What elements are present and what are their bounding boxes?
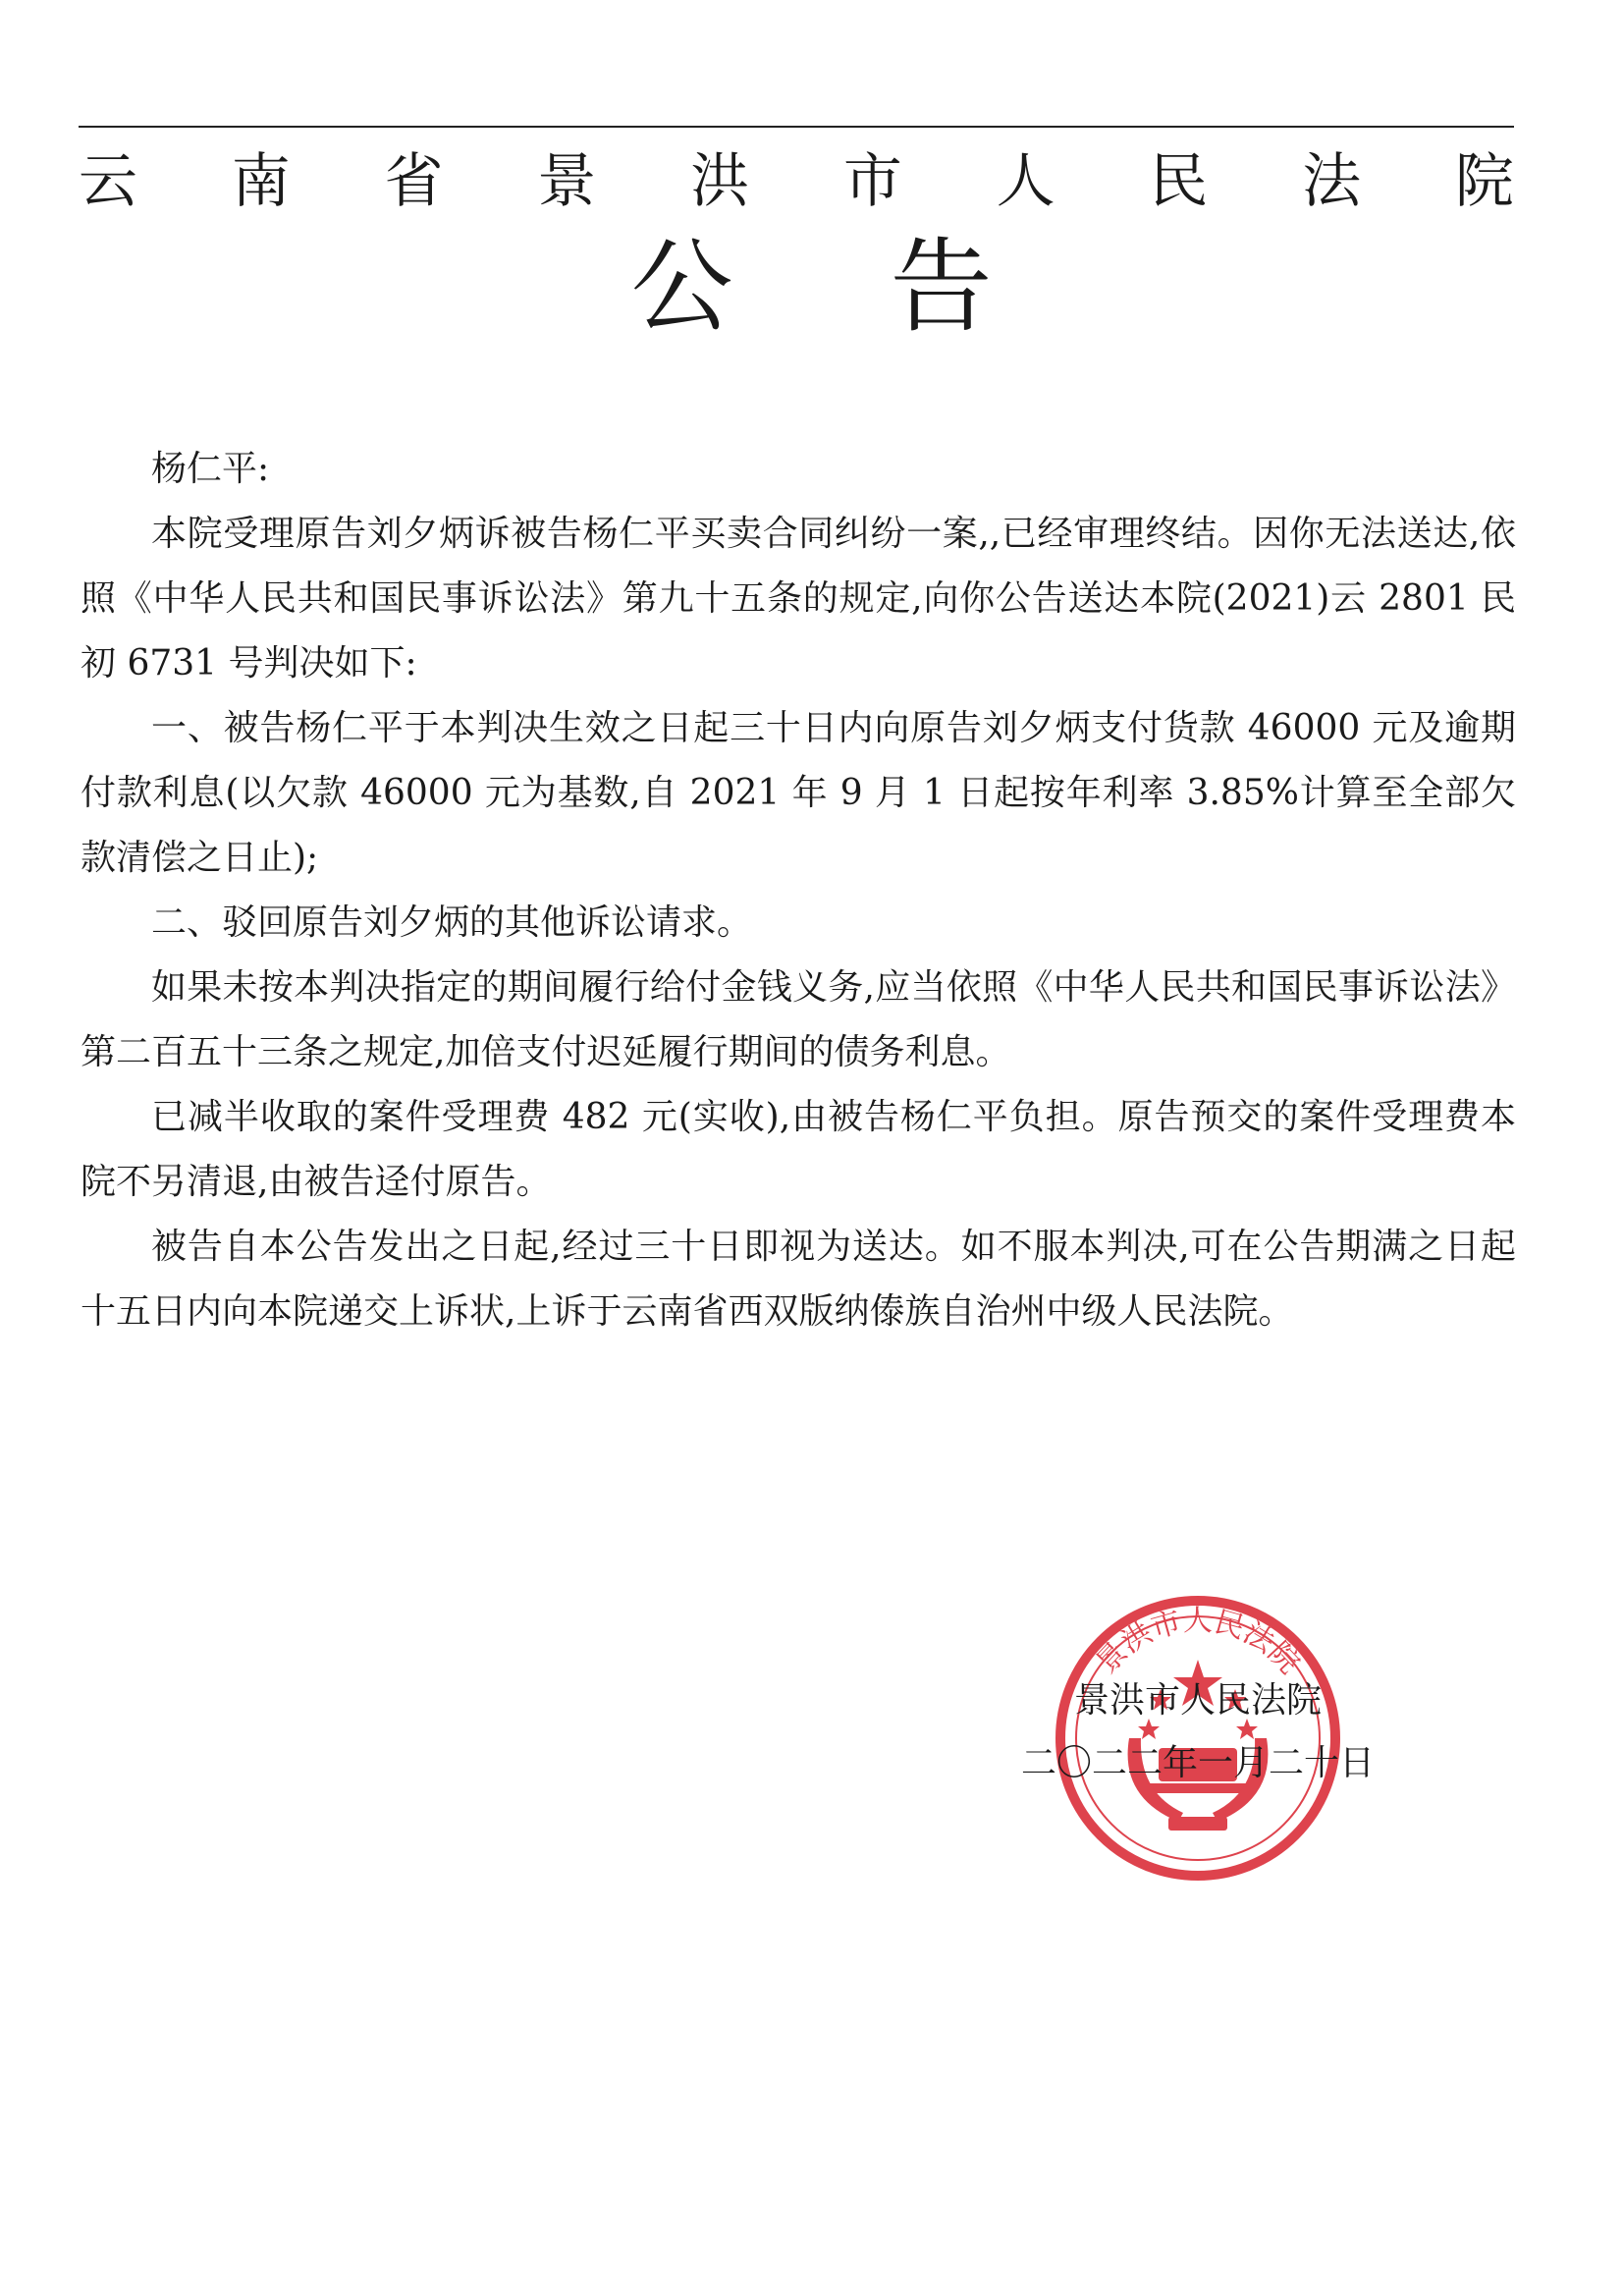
signature-block [1011, 1669, 1384, 1795]
body-paragraph: 一、被告杨仁平于本判决生效之日起三十日内向原告刘夕炳支付货款 46000 元及逾期付款利息(以欠款 46000 元为基数,自 2021 年 9 月 1 日起按年利率 3.85%计算至全部欠款清偿之日止); [81, 708, 1516, 878]
signing-date: 二〇二二年一月二十日 [1020, 1743, 1375, 1783]
body-paragraph: 如果未按本判决指定的期间履行给付金钱义务,应当依照《中华人民共和国民事诉讼法》第二百五十三条之规定,加倍支付迟延履行期间的债务利息。 [81, 967, 1516, 1072]
court-name-char: 洪 [690, 147, 750, 216]
court-name-char: 民 [1149, 147, 1209, 216]
seal-outer-text: 景洪市人民法院 [1089, 1604, 1307, 1681]
doc-type-char: 告 [890, 227, 993, 347]
court-name-char: 市 [842, 147, 902, 216]
body-paragraph: 已减半收取的案件受理费 482 元(实收),由被告杨仁平负担。原告预交的案件受理费本院不另清退,由被告迳付原告。 [81, 1097, 1516, 1202]
court-name-char: 景 [537, 147, 597, 216]
doc-type-char: 公 [630, 227, 733, 347]
document-type-title [0, 228, 1623, 346]
court-name-char: 南 [231, 147, 291, 216]
court-name-heading [79, 137, 1514, 216]
notice-body [81, 437, 1516, 1344]
signing-court: 景洪市人民法院 [1073, 1680, 1322, 1721]
header-rule [79, 126, 1514, 128]
court-name-char: 人 [996, 147, 1055, 216]
court-name-char: 云 [79, 147, 137, 216]
court-name-char: 法 [1302, 147, 1362, 216]
body-paragraph: 二、驳回原告刘夕炳的其他诉讼请求。 [151, 902, 753, 943]
body-paragraph: 被告自本公告发出之日起,经过三十日即视为送达。如不服本判决,可在公告期满之日起十五日内向本院递交上诉状,上诉于云南省西双版纳傣族自治州中级人民法院。 [81, 1227, 1516, 1332]
salutation: 杨仁平: [151, 449, 270, 489]
court-name-char: 院 [1454, 147, 1514, 216]
body-paragraph: 本院受理原告刘夕炳诉被告杨仁平买卖合同纠纷一案,,已经审理终结。因你无法送达,依照《中华人民共和国民事诉讼法》第九十五条的规定,向你公告送达本院(2021)云 2801 民初 6731 号判决如下: [81, 514, 1516, 683]
court-name-char: 省 [384, 147, 444, 216]
